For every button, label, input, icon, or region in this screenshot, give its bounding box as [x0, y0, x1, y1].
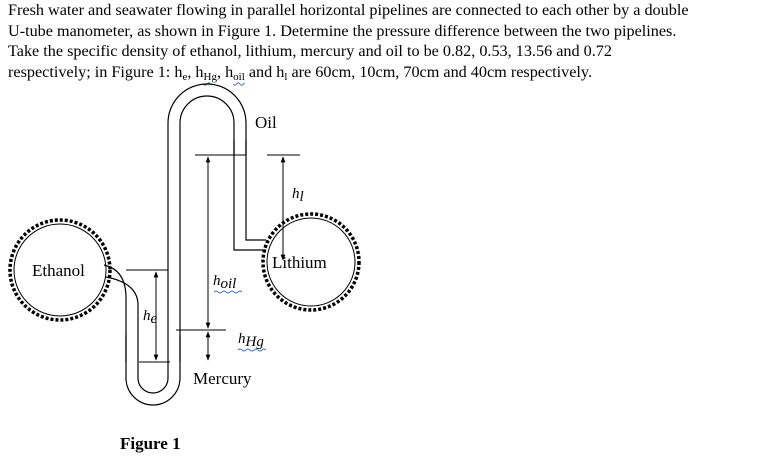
- ethanol-label: Ethanol: [32, 261, 85, 280]
- problem-line-3: Take the specific density of ethanol, lithium, mercury and oil to be 0.82, 0.53, 13.56 and 0.72: [8, 42, 612, 60]
- figure-caption: Figure 1: [120, 434, 181, 453]
- h-oil-label: hoil: [213, 273, 237, 292]
- mercury-label: Mercury: [193, 369, 252, 388]
- oil-label: Oil: [255, 113, 277, 132]
- h-e-label: he: [143, 308, 158, 327]
- fluid-interfaces: [126, 140, 246, 362]
- h-hg-label: hHg: [238, 331, 264, 350]
- problem-line-1: Fresh water and seawater flowing in parallel horizontal pipelines are connected to each other by a double: [8, 1, 689, 19]
- problem-line-2: U-tube manometer, as shown in Figure 1. Determine the pressure difference between the two pipelines.: [8, 21, 677, 40]
- h-l-label: hl: [292, 186, 304, 205]
- lithium-label: Lithium: [272, 253, 327, 272]
- problem-line-4: respectively; in Figure 1: $h_e$, $h_{Hg}$, $h_{oil}$ and $h_l$ are 60cm, 10cm, 70cm and 40cm respectively.: [8, 62, 593, 83]
- manometer-tube-outer-wall: [104, 96, 266, 405]
